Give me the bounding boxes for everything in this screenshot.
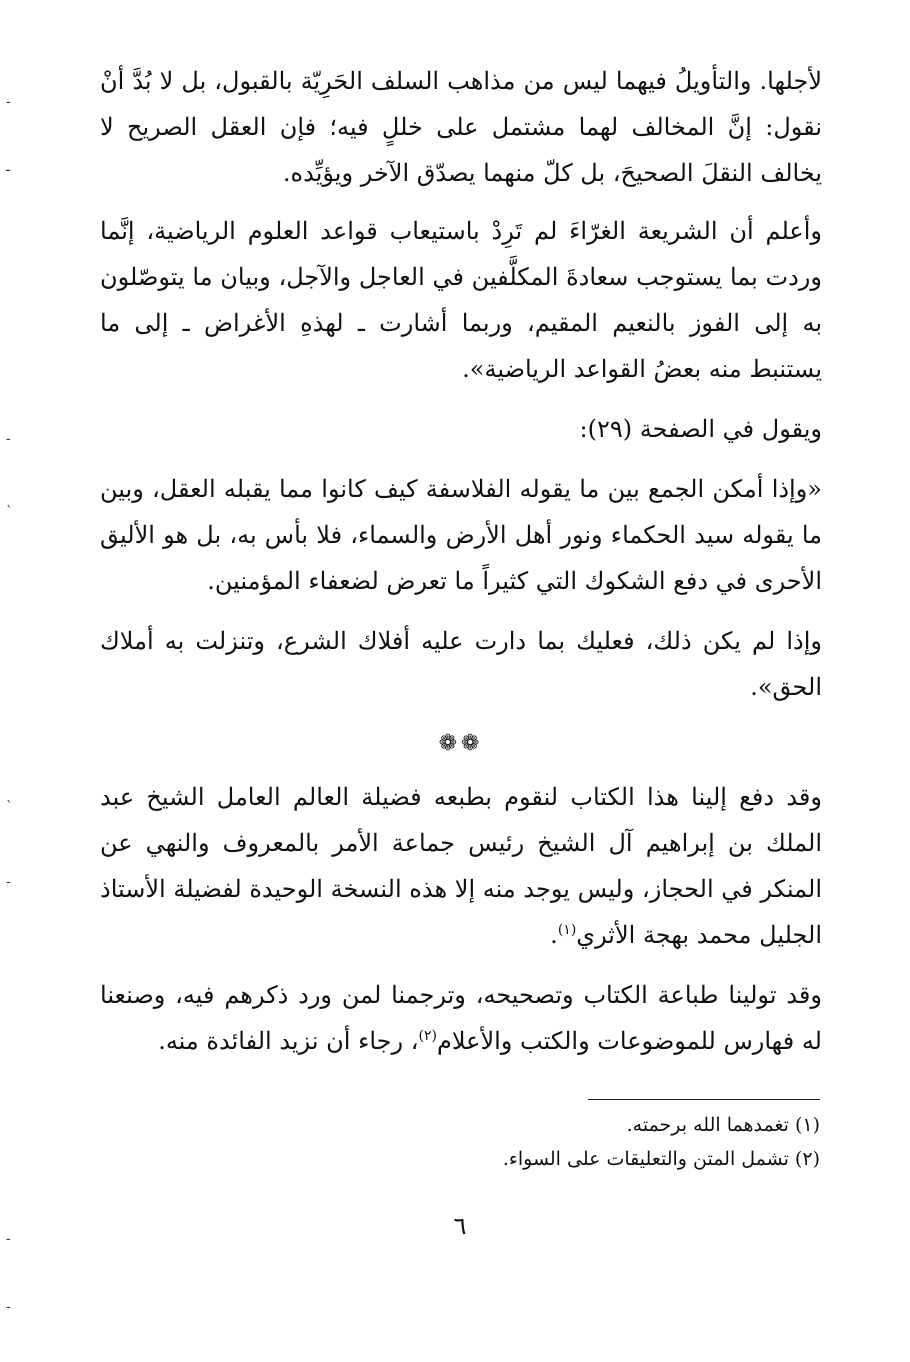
paragraph: ويقول في الصفحة (٢٩):	[579, 415, 822, 443]
paragraph	[100, 774, 822, 958]
footnote: (١) تغمدهما الله برحمته.	[626, 1114, 820, 1136]
footnotes	[400, 1108, 820, 1176]
footnote-ref: (٢)	[418, 1028, 437, 1044]
paragraph	[100, 972, 822, 1064]
paragraph-end: ، رجاء أن نزيد الفائدة منه.	[158, 1027, 419, 1055]
margin-mark: ˋ	[6, 504, 13, 520]
paragraph-text: وقد دفع إلينا هذا الكتاب لنقوم بطبعه فضيلة العالم العامل الشيخ عبد الملك بن إبراهيم آل الشيخ رئيس جماعة الأمر بالمعروف والنهي عن المنكر في الحجاز، وليس يوجد منه إلا هذه النسخة الوحيدة لفضيلة الأستاذ الجليل محمد بهجة الأثري	[100, 783, 822, 949]
paragraph: وأعلم أن الشريعة الغرّاءَ لم تَرِدْ باستيعاب قواعد العلوم الرياضية، إنَّما وردت بما يستوجب سعادةَ المكلَّفين في العاجل والآجل، وبيان ما يتوصّلون به إلى الفوز بالنعيم المقيم، وربما أشارت ـ لهذهِ الأغراض ـ إلى ما يستنبط منه بعضُ القواعد الرياضية».	[100, 217, 822, 383]
margin-mark: -	[6, 431, 11, 447]
paragraph-end: .	[550, 921, 558, 949]
footnote: (٢) تشمل المتن والتعليقات على السواء.	[502, 1148, 820, 1170]
margin-mark: -	[6, 1299, 11, 1315]
margin-mark: ـ	[6, 159, 11, 175]
page-number: ٦	[453, 1212, 467, 1240]
footnote-ref: (١)	[557, 922, 577, 938]
section-ornament: ❁❁	[438, 731, 484, 756]
footnote-separator	[588, 1099, 820, 1100]
paragraph: «وإذا أمكن الجمع بين ما يقوله الفلاسفة كيف كانوا مما يقبله العقل، وبين ما يقوله سيد الحكماء ونور أهل الأرض والسماء، فلا بأس به، بل هو الأليق الأحرى في دفع الشكوك التي كثيراً ما تعرض لضعفاء المؤمنين.	[100, 475, 822, 595]
page-body	[100, 58, 822, 1078]
margin-mark: -	[6, 1231, 11, 1247]
margin-mark: -	[6, 94, 11, 110]
paragraph: وإذا لم يكن ذلك، فعليك بما دارت عليه أفلاك الشرع، وتنزلت به أملاك الحق».	[100, 627, 822, 701]
margin-mark: ˋ	[6, 799, 13, 815]
paragraph: لأجلها. والتأويلُ فيهما ليس من مذاهب السلف الحَرِيّة بالقبول، بل لا بُدَّ أنْ نقول: إنَّ المخالف لهما مشتمل على خللٍ فيه؛ فإن العقل الصريح لا يخالف النقلَ الصحيحَ، بل كلّ منهما يصدّق الآخر ويؤيِّده.	[100, 67, 822, 187]
margin-mark: -	[6, 874, 11, 890]
paragraph-text: وقد تولينا طباعة الكتاب وتصحيحه، وترجمنا لمن ورد ذكرهم فيه، وصنعنا له فهارس للموضوعات والكتب والأعلام	[100, 981, 822, 1055]
